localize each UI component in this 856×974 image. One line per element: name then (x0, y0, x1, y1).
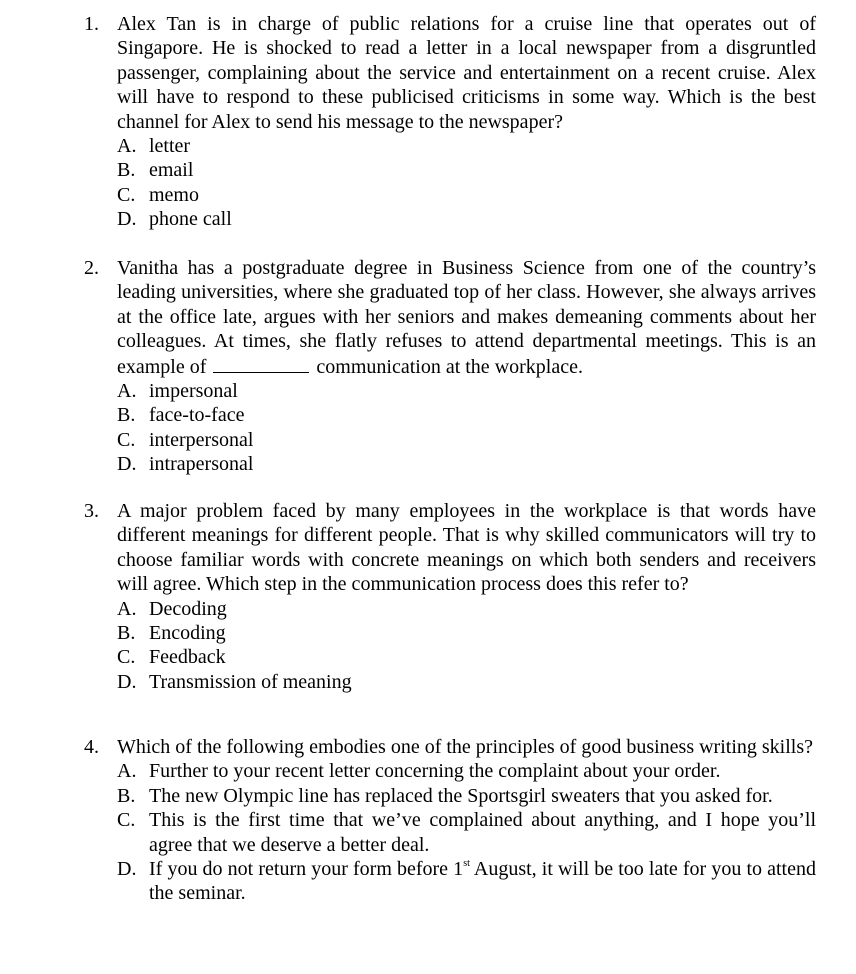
question-text: Which of the following embodies one of the principles of good business writing skills? (117, 736, 813, 758)
option-text: Decoding (149, 597, 227, 620)
option-letter: A. (117, 597, 137, 620)
question-1 (84, 12, 816, 232)
option-text: intrapersonal (149, 453, 254, 476)
answer-options (117, 134, 816, 232)
option-d (117, 452, 816, 476)
option-text: phone call (149, 208, 232, 231)
answer-options (117, 379, 816, 477)
question-number: 4. (84, 736, 99, 758)
option-d (117, 857, 816, 906)
option-text: impersonal (149, 380, 238, 403)
question-text-before-blank: Vanitha has a postgraduate degree in Business Science from one of the country’s leading universities, where she graduated top of her class. However, she always arrives at the office late, argues with her seniors and makes demeaning comments about her colleagues. At times, she flatly refuses to attend departmental meetings. This is an example of (117, 257, 816, 378)
option-c (117, 183, 816, 207)
option-letter: C. (117, 183, 136, 206)
option-text-after-superscript: August, it will be too late for you to attend the seminar. (149, 858, 816, 905)
question-body (117, 12, 816, 232)
ordinal-superscript: st (463, 858, 470, 870)
question-3 (84, 499, 816, 694)
option-letter: B. (117, 404, 136, 427)
option-text (149, 857, 816, 906)
option-letter: A. (117, 760, 137, 783)
option-a (117, 759, 816, 783)
option-letter: A. (117, 380, 137, 403)
option-b (117, 784, 816, 808)
option-a (117, 134, 816, 158)
question-4 (84, 735, 816, 906)
option-a (117, 597, 816, 621)
option-d (117, 207, 816, 231)
option-d (117, 670, 816, 694)
option-text: interpersonal (149, 428, 254, 451)
answer-options (117, 759, 816, 905)
option-letter: D. (117, 208, 137, 231)
option-b (117, 403, 816, 427)
option-c (117, 428, 816, 452)
question-body (117, 735, 816, 906)
option-letter: C. (117, 428, 136, 451)
question-body (117, 499, 816, 694)
question-number: 2. (84, 257, 99, 279)
option-text: email (149, 159, 194, 182)
option-letter: C. (117, 809, 136, 832)
option-letter: B. (117, 622, 136, 645)
question-text: Alex Tan is in charge of public relations for a cruise line that operates out of Singapore. He is shocked to read a letter in a local newspaper from a disgruntled passenger, complaining about the service and entertainment on a recent cruise. Alex will have to respond to these publicised criticisms in some way. Which is the best channel for Alex to send his message to the newspaper? (117, 13, 816, 133)
option-text: memo (149, 183, 199, 206)
option-letter: D. (117, 858, 137, 881)
option-letter: A. (117, 135, 137, 158)
option-text: Further to your recent letter concerning the complaint about your order. (149, 760, 721, 783)
option-letter: D. (117, 453, 137, 476)
question-body (117, 256, 816, 477)
option-text: Transmission of meaning (149, 670, 352, 693)
answer-options (117, 597, 816, 695)
option-c (117, 808, 816, 857)
option-c (117, 645, 816, 669)
option-text: face-to-face (149, 404, 245, 427)
option-text: letter (149, 135, 191, 158)
option-letter: B. (117, 159, 136, 182)
option-letter: C. (117, 646, 136, 669)
question-2 (84, 256, 816, 477)
option-a (117, 379, 816, 403)
question-text (117, 256, 816, 379)
question-number: 3. (84, 500, 99, 522)
option-text-before-superscript: If you do not return your form before 1 (149, 858, 464, 881)
option-text: This is the first time that we’ve complained about anything, and I hope you’ll agree that we deserve a better deal. (149, 809, 816, 856)
fill-in-blank (213, 354, 309, 373)
option-letter: B. (117, 784, 136, 807)
option-letter: D. (117, 670, 137, 693)
option-b (117, 158, 816, 182)
option-text: Feedback (149, 646, 226, 669)
question-number: 1. (84, 13, 99, 35)
option-text: The new Olympic line has replaced the Sportsgirl sweaters that you asked for. (149, 784, 773, 807)
option-text: Encoding (149, 622, 226, 645)
question-text: A major problem faced by many employees in the workplace is that words have different meanings for different people. That is why skilled communicators will try to choose familiar words with concrete meanings on which both senders and receivers will agree. Which step in the communication process does this refer to? (117, 500, 816, 596)
question-text-after-blank: communication at the workplace. (316, 355, 583, 378)
option-b (117, 621, 816, 645)
